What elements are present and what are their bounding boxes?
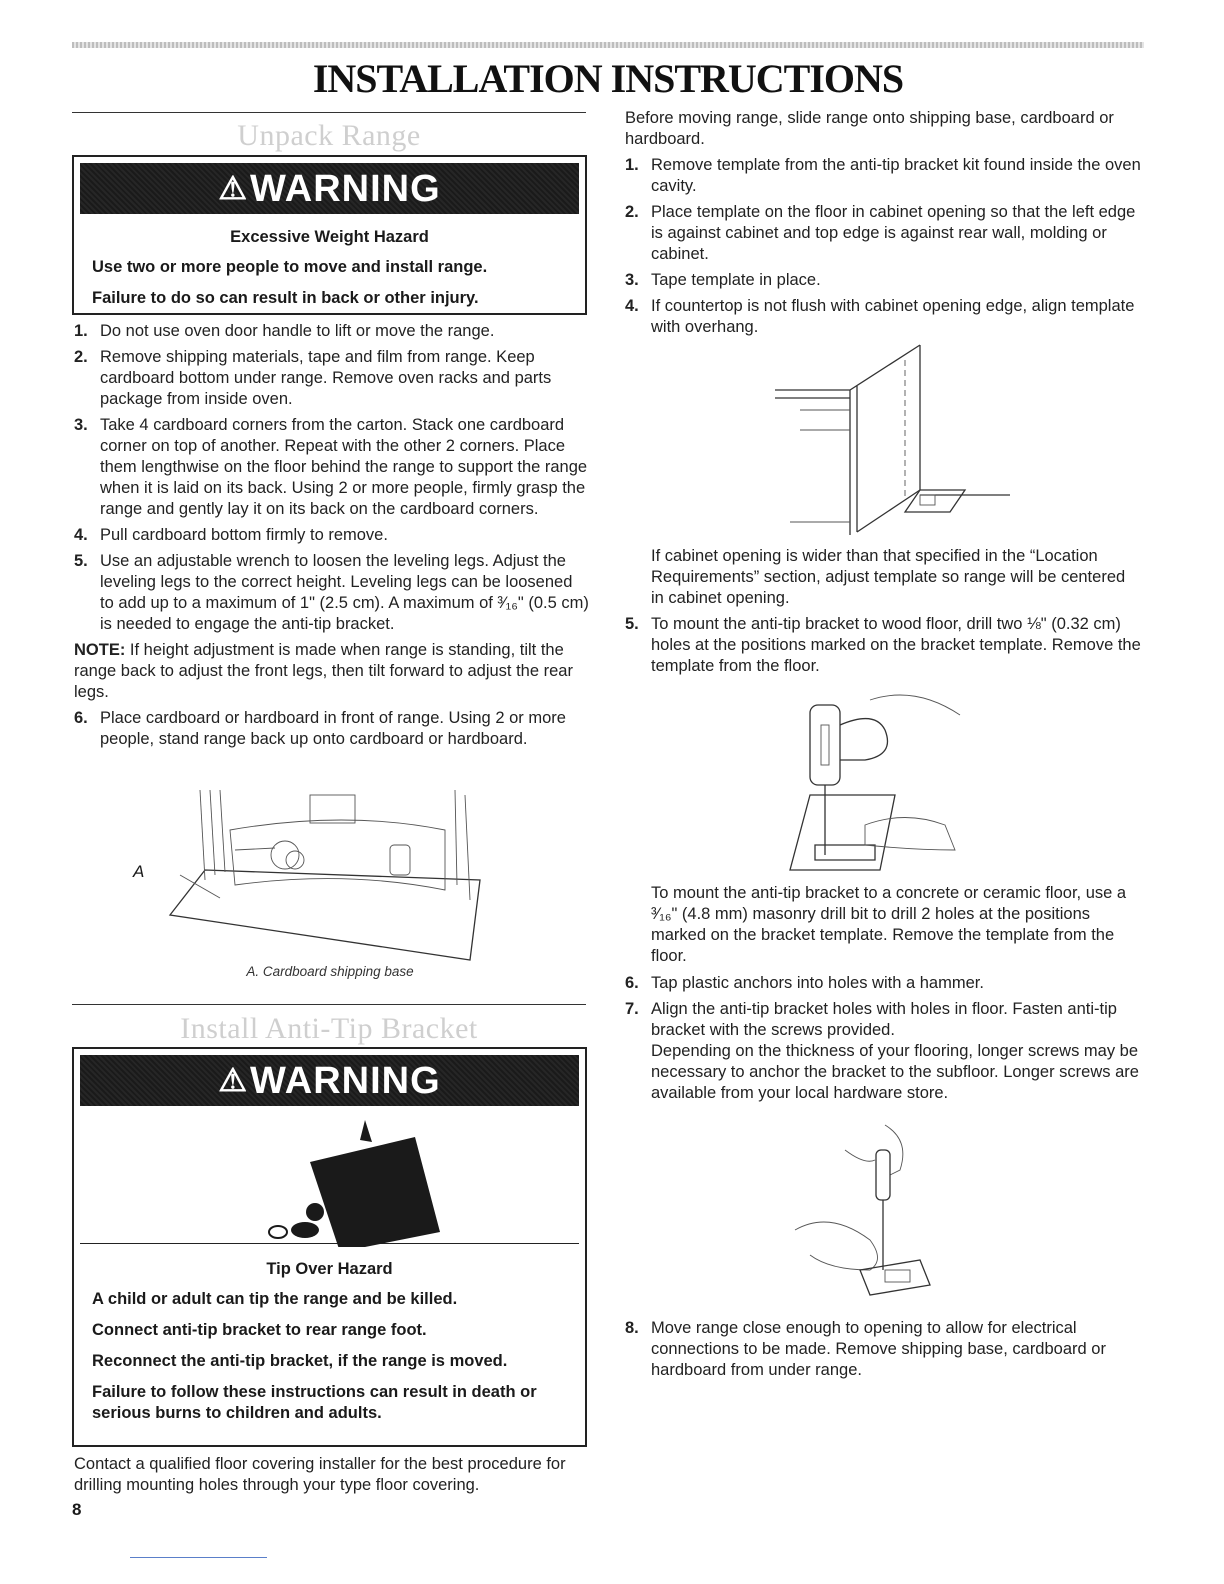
intro-paragraph: Before moving range, slide range onto shipping base, cardboard or hardboard.: [625, 109, 1114, 148]
contact-paragraph: Contact a qualified floor covering installer for the best procedure for drilling mounting holes through your type floor covering.: [74, 1455, 566, 1494]
warning-banner: [80, 163, 579, 214]
list-item: 2. Remove shipping materials, tape and film from range. Keep cardboard bottom under range. Remove oven racks and parts package from inside oven.: [74, 348, 552, 408]
list-item: 4. If countertop is not flush with cabinet opening edge, align template with overhang.: [625, 297, 1135, 336]
list-item: 8. Move range close enough to opening to allow for electrical connections to be made. Remove shipping base, cardboard or hardboard from under range.: [625, 1319, 1106, 1379]
hazard-title: Tip Over Hazard: [266, 1260, 393, 1278]
warning-triangle-icon: ⚠: [218, 1062, 249, 1098]
weight-warning-box: [72, 155, 587, 315]
top-rule: [72, 42, 1144, 48]
warning-line: Failure to do so can result in back or other injury.: [92, 289, 479, 307]
section-divider: [72, 112, 586, 113]
range-shipping-base-illustration: [125, 790, 495, 970]
bottom-line-decoration: [130, 1557, 267, 1558]
list-item: 5. To mount the anti-tip bracket to wood floor, drill two ⅛" (0.32 cm) holes at the positions marked on the bracket template. Remove the template from the floor.: [625, 615, 1141, 675]
step-7-continuation: Depending on the thickness of your flooring, longer screws may be necessary to anchor the bracket to the subfloor. Longer screws are available from your local hardware store.: [651, 1042, 1139, 1102]
antitip-section-title: Install Anti-Tip Bracket: [180, 1012, 478, 1045]
unpack-steps: [74, 321, 590, 755]
warning-line: A child or adult can tip the range and be killed.: [92, 1290, 458, 1308]
figure-callout-label: A: [133, 862, 145, 881]
warning-line: Reconnect the anti-tip bracket, if the range is moved.: [92, 1352, 508, 1370]
figure-caption: A. Cardboard shipping base: [246, 964, 414, 979]
list-item: 1. Do not use oven door handle to lift or move the range.: [74, 322, 495, 340]
wider-opening-paragraph: If cabinet opening is wider than that specified in the “Location Requirements” section, adjust template so range will be centered in cabinet opening.: [651, 547, 1126, 607]
list-item: 5. Use an adjustable wrench to loosen the leveling legs. Adjust the leveling legs to the correct height. Leveling legs can be loosened to add up to a maximum of 1" (2.5 cm). A maximum of ³⁄₁₆" (0.5 cm) is needed to engage the anti-tip bracket.: [74, 552, 589, 633]
tip-over-hazard-icon: [180, 1112, 480, 1247]
right-column-upper: [625, 108, 1141, 343]
list-item: 2. Place template on the floor in cabinet opening so that the left edge is against cabinet and top edge is against rear wall, molding or cabinet.: [625, 203, 1136, 263]
steps-6-7: [625, 973, 1141, 1104]
warning-line: Use two or more people to move and install range.: [92, 258, 488, 276]
list-item: 7. Align the anti-tip bracket holes with holes in floor. Fasten anti-tip bracket with the screws provided.: [625, 1000, 1117, 1039]
unpack-section-title: Unpack Range: [237, 119, 421, 152]
list-item: 6. Tap plastic anchors into holes with a hammer.: [625, 974, 984, 992]
concrete-floor-paragraph: To mount the anti-tip bracket to a concrete or ceramic floor, use a ³⁄₁₆" (4.8 mm) masonry drill bit to drill 2 holes at the positions marked on the bracket template. Remove the template from the floor.: [651, 884, 1127, 965]
page-number: 8: [72, 1500, 82, 1519]
drill-holes-illustration: [785, 675, 965, 875]
warning-header: WARNING: [250, 168, 441, 210]
tip-over-warning-box: [72, 1047, 587, 1447]
list-item: 1. Remove template from the anti-tip bracket kit found inside the oven cavity.: [625, 156, 1141, 195]
warning-triangle-icon: ⚠: [218, 170, 249, 206]
step-5: [625, 614, 1141, 682]
note-paragraph: NOTE: If height adjustment is made when range is standing, tilt the range back to adjust the front legs, then tilt forward to adjust the rear legs.: [74, 641, 573, 701]
fasten-bracket-illustration: [790, 1120, 950, 1310]
list-item: 4. Pull cardboard bottom firmly to remove.: [74, 526, 388, 544]
warning-header: WARNING: [250, 1060, 441, 1102]
template-cabinet-illustration: [770, 340, 1020, 540]
list-item: 3. Tape template in place.: [625, 271, 821, 289]
list-item: 3. Take 4 cardboard corners from the carton. Stack one cardboard corner on top of another. Repeat with the other 2 corners. Place them lengthwise on the floor behind the range to support the range when it is laid on its back. Using 2 or more people, firmly grasp the range and gently lay it on its back on the cardboard corners.: [74, 416, 588, 518]
section-divider: [72, 1004, 586, 1005]
step-8: [625, 1318, 1141, 1386]
page-title: INSTALLATION INSTRUCTIONS: [312, 56, 904, 101]
warning-line: Failure to follow these instructions can result in death or serious burns to children and adults.: [92, 1383, 537, 1422]
warning-banner: [80, 1055, 579, 1106]
list-item: 6. Place cardboard or hardboard in front of range. Using 2 or more people, stand range back up onto cardboard or hardboard.: [74, 709, 566, 748]
hazard-title: Excessive Weight Hazard: [230, 228, 429, 246]
warning-line: Connect anti-tip bracket to rear range foot.: [92, 1321, 427, 1339]
